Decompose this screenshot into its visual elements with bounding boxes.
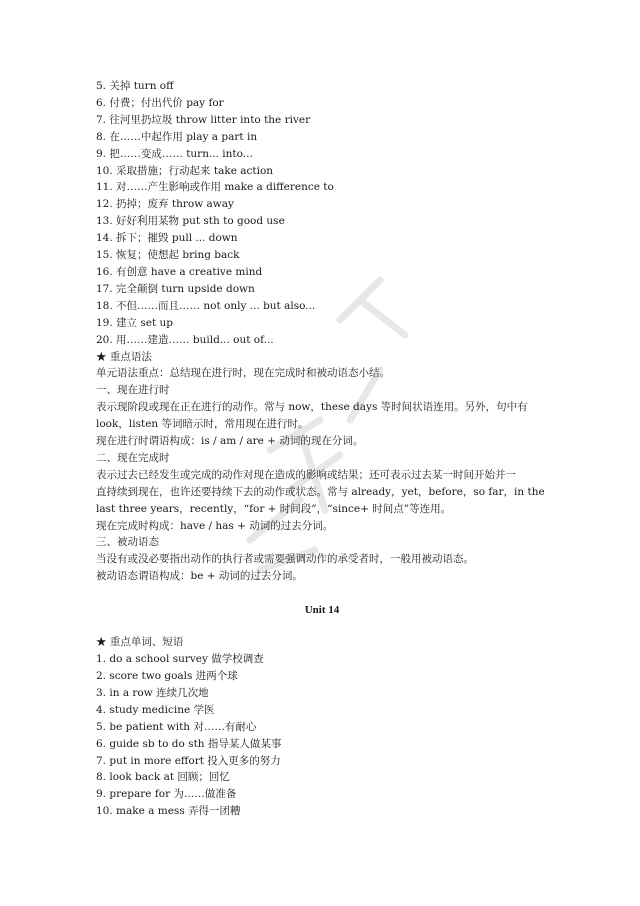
phrase-item: 1. do a school survey 做学校调查 <box>96 653 264 666</box>
phrase-item: 6. guide sb to do sth 指导某人做某事 <box>96 737 282 750</box>
phrase-item: 5. 关掉 turn off <box>96 80 174 92</box>
phrase-item: 2. score two goals 进两个球 <box>96 670 238 682</box>
grammar-line: 现在完成时构成：have / has + 动词的过去分词。 <box>96 519 334 532</box>
phrase-item: 4. study medicine 学医 <box>96 703 215 716</box>
phrase-item: 18. 不但……而且…… not only ... but also... <box>96 299 316 312</box>
document-page <box>96 78 548 820</box>
phrase-item: 9. prepare for 为……做准备 <box>96 788 237 801</box>
grammar-line: last three years，recently，“for + 时间段”，“since+ 时间点”等连用。 <box>96 502 452 515</box>
grammar-line: 当没有或没必要指出动作的执行者或需要强调动作的承受者时，一般用被动语态。 <box>96 553 474 566</box>
grammar-line: look，listen 等词暗示时，常用现在进行时。 <box>96 418 309 431</box>
unit14-phrase-list <box>96 651 548 820</box>
phrase-item: 20. 用……建造…… build... out of... <box>96 333 274 346</box>
grammar-line: 单元语法重点：总结现在进行时，现在完成时和被动语态小结。 <box>96 367 390 380</box>
grammar-line: 二、现在完成时 <box>96 451 170 464</box>
phrase-item: 8. look back at 回顾；回忆 <box>96 771 230 784</box>
grammar-line: 表示过去已经发生或完成的动作对现在造成的影响或结果；还可表示过去某一时间开始并一 <box>96 468 516 481</box>
grammar-body <box>96 365 548 585</box>
vocab-heading: ★ 重点单词、短语 <box>96 636 184 649</box>
phrase-item: 10. 采取措施；行动起来 take action <box>96 164 274 177</box>
phrase-item: 13. 好好利用某物 put sth to good use <box>96 215 285 228</box>
grammar-heading: ★ 重点语法 <box>96 350 152 363</box>
grammar-line: 三、被动语态 <box>96 536 159 549</box>
phrase-item: 5. be patient with 对……有耐心 <box>96 720 257 733</box>
phrase-item: 10. make a mess 弄得一团糟 <box>96 805 241 818</box>
phrase-item: 16. 有创意 have a creative mind <box>96 265 263 278</box>
phrase-list-continued <box>96 78 548 349</box>
phrase-item: 12. 扔掉；废弃 throw away <box>96 198 234 211</box>
phrase-item: 15. 恢复；使想起 bring back <box>96 249 240 262</box>
phrase-item: 9. 把……变成…… turn... into... <box>96 147 253 160</box>
phrase-item: 19. 建立 set up <box>96 316 174 329</box>
phrase-item: 17. 完全颠倒 turn upside down <box>96 282 255 295</box>
phrase-item: 6. 付费；付出代价 pay for <box>96 96 224 109</box>
grammar-line: 被动语态谓语构成：be + 动词的过去分词。 <box>96 570 303 583</box>
grammar-line: 一、现在进行时 <box>96 384 170 397</box>
phrase-item: 7. put in more effort 投入更多的努力 <box>96 754 281 767</box>
grammar-line: 直持续到现在，也许还要持续下去的动作或状态。常与 already，yet，before，so far，in the <box>96 485 545 498</box>
phrase-item: 14. 拆下；摧毁 pull ... down <box>96 232 238 245</box>
phrase-item: 3. in a row 连续几次地 <box>96 686 209 699</box>
phrase-item: 8. 在……中起作用 play a part in <box>96 130 258 143</box>
grammar-line: 表示现阶段或现在正在进行的动作。常与 now，these days 等时间状语连用。另外，句中有 <box>96 401 528 414</box>
unit-title: Unit 14 <box>304 604 340 617</box>
phrase-item: 11. 对……产生影响或作用 make a difference to <box>96 181 334 194</box>
phrase-item: 7. 往河里扔垃圾 throw litter into the river <box>96 113 311 126</box>
grammar-line: 现在进行时谓语构成：is / am / are + 动词的现在分词。 <box>96 435 364 448</box>
